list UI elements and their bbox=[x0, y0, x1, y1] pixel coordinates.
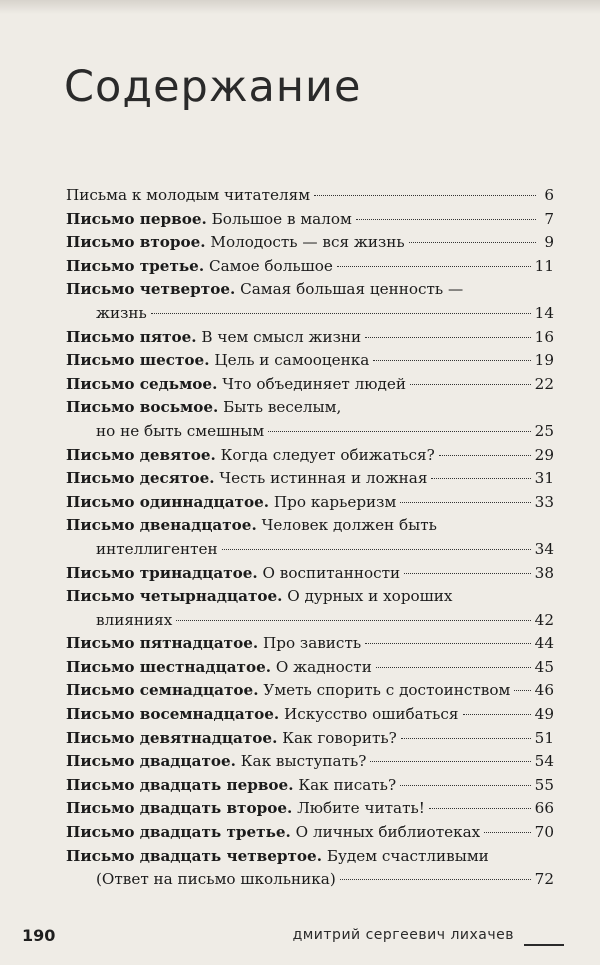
dot-leader bbox=[268, 431, 530, 432]
letter-number: Письмо третье. bbox=[66, 256, 205, 275]
toc-entry bbox=[66, 231, 554, 255]
dot-leader bbox=[400, 502, 530, 503]
toc-entry-title bbox=[66, 774, 396, 798]
toc-entry bbox=[66, 208, 554, 232]
letter-title: О жадности bbox=[271, 657, 372, 676]
toc-entry bbox=[66, 184, 554, 208]
toc-entry bbox=[66, 797, 554, 821]
toc-line bbox=[66, 396, 554, 420]
toc-entry-title bbox=[96, 302, 147, 326]
letter-title: (Ответ на письмо школьника) bbox=[96, 870, 336, 889]
dot-leader bbox=[404, 573, 531, 574]
dot-leader bbox=[340, 879, 531, 880]
letter-title: Быть веселым, bbox=[218, 398, 342, 417]
letter-title: Письма к молодым читателям bbox=[66, 186, 311, 204]
toc-entry-title bbox=[66, 208, 352, 232]
toc-entry bbox=[66, 491, 554, 515]
toc-line bbox=[66, 845, 554, 869]
toc-page-number: 14 bbox=[534, 303, 554, 322]
dot-leader bbox=[410, 384, 531, 385]
letter-number: Письмо двадцать второе. bbox=[66, 799, 293, 818]
letter-title: Человек должен быть bbox=[256, 516, 437, 535]
toc-line bbox=[66, 326, 554, 350]
toc-page-number: 6 bbox=[544, 186, 554, 204]
letter-title: но не быть смешным bbox=[96, 421, 265, 440]
toc-page-number: 22 bbox=[534, 374, 554, 393]
letter-number: Письмо двадцать первое. bbox=[66, 775, 294, 794]
toc-entry-title bbox=[66, 703, 459, 727]
toc-entry bbox=[66, 326, 554, 350]
letter-number: Письмо первое. bbox=[66, 209, 207, 228]
page-number: 190 bbox=[22, 926, 56, 945]
dot-leader bbox=[151, 313, 531, 314]
toc-entry-title bbox=[66, 373, 406, 397]
toc-entry bbox=[66, 679, 554, 703]
dot-leader bbox=[514, 690, 530, 691]
letter-title: Большое в малом bbox=[206, 209, 352, 228]
toc-entry bbox=[66, 703, 554, 727]
letter-number: Письмо четвертое. bbox=[66, 280, 236, 299]
toc-entry-title bbox=[66, 632, 361, 656]
letter-title: Про карьеризм bbox=[269, 492, 397, 511]
toc-entry bbox=[66, 255, 554, 279]
toc-entry bbox=[66, 585, 554, 632]
toc-line bbox=[66, 255, 554, 279]
toc-entry-title bbox=[66, 821, 480, 845]
letter-number: Письмо девятое. bbox=[66, 445, 216, 464]
letter-title: Цель и самооценка bbox=[209, 351, 370, 370]
toc-entry-title bbox=[66, 797, 425, 821]
toc-line bbox=[66, 491, 554, 515]
toc-entry-title bbox=[66, 326, 361, 350]
toc-entry-title bbox=[66, 396, 341, 420]
letter-title: Любите читать! bbox=[292, 799, 425, 818]
toc-entry-title bbox=[66, 679, 510, 703]
toc-page-number: 33 bbox=[534, 492, 554, 511]
letter-title: жизнь bbox=[96, 303, 147, 322]
letter-title: Уметь спорить с достоинством bbox=[258, 681, 511, 700]
dot-leader bbox=[409, 242, 536, 243]
toc-entry-title bbox=[66, 255, 333, 279]
toc-page-number: 9 bbox=[544, 233, 554, 252]
toc-entry bbox=[66, 514, 554, 561]
toc-entry bbox=[66, 467, 554, 491]
dot-leader bbox=[176, 620, 530, 621]
toc-entry bbox=[66, 727, 554, 751]
dot-leader bbox=[431, 478, 530, 479]
letter-number: Письмо шестнадцатое. bbox=[66, 657, 272, 676]
toc-page-number: 42 bbox=[534, 610, 554, 629]
running-footer-author: дмитрий сергеевич лихачев bbox=[292, 927, 514, 943]
toc-entry bbox=[66, 373, 554, 397]
toc-line bbox=[66, 373, 554, 397]
letter-title: Искусство ошибаться bbox=[279, 705, 459, 724]
toc-entry-title bbox=[66, 727, 397, 751]
letter-number: Письмо двенадцатое. bbox=[66, 516, 257, 535]
letter-title: Как писать? bbox=[293, 775, 397, 794]
toc-line bbox=[66, 679, 554, 703]
dot-leader bbox=[365, 643, 531, 644]
letter-number: Письмо тринадцатое. bbox=[66, 563, 258, 582]
toc-line bbox=[66, 514, 554, 538]
letter-title: влияниях bbox=[96, 610, 173, 629]
toc-page-number: 31 bbox=[534, 469, 554, 488]
dot-leader bbox=[356, 219, 536, 220]
letter-number: Письмо второе. bbox=[66, 233, 206, 252]
letter-title: Про зависть bbox=[258, 634, 362, 653]
toc-page-number: 38 bbox=[534, 563, 554, 582]
toc-line bbox=[66, 278, 554, 302]
letter-title: Молодость — вся жизнь bbox=[205, 233, 405, 252]
letter-number: Письмо восемнадцатое. bbox=[66, 705, 280, 724]
letter-number: Письмо шестое. bbox=[66, 351, 210, 370]
letter-number: Письмо десятое. bbox=[66, 469, 215, 488]
toc-line bbox=[66, 727, 554, 751]
page-top-edge bbox=[0, 0, 600, 14]
letter-number: Письмо одиннадцатое. bbox=[66, 492, 270, 511]
toc-entry bbox=[66, 656, 554, 680]
letter-number: Письмо четырнадцатое. bbox=[66, 587, 283, 606]
table-of-contents bbox=[66, 184, 554, 892]
toc-line-continuation bbox=[66, 609, 554, 633]
letter-title: Как выступать? bbox=[235, 752, 367, 771]
toc-entry bbox=[66, 396, 554, 443]
toc-entry-title bbox=[66, 184, 310, 208]
dot-leader bbox=[370, 761, 530, 762]
toc-line bbox=[66, 349, 554, 373]
toc-line bbox=[66, 774, 554, 798]
dot-leader bbox=[314, 195, 536, 196]
toc-entry-title bbox=[66, 585, 453, 609]
toc-line bbox=[66, 585, 554, 609]
toc-page-number: 16 bbox=[534, 327, 554, 346]
toc-line bbox=[66, 208, 554, 232]
toc-page-number: 46 bbox=[534, 681, 554, 700]
toc-page-number: 51 bbox=[534, 728, 554, 747]
toc-page-number: 55 bbox=[534, 775, 554, 794]
letter-title: Как говорить? bbox=[277, 728, 397, 747]
toc-entry-title bbox=[66, 444, 435, 468]
toc-entry-title bbox=[66, 656, 372, 680]
letter-title: О воспитанности bbox=[257, 563, 401, 582]
toc-page-number: 54 bbox=[534, 752, 554, 771]
dot-leader bbox=[463, 714, 531, 715]
letter-title: Будем счастливыми bbox=[322, 846, 489, 865]
toc-line bbox=[66, 231, 554, 255]
toc-entry-title bbox=[66, 278, 463, 302]
toc-line-continuation bbox=[66, 868, 554, 892]
toc-entry bbox=[66, 562, 554, 586]
toc-page-number: 19 bbox=[534, 351, 554, 370]
dot-leader bbox=[401, 738, 531, 739]
letter-title: интеллигентен bbox=[96, 539, 218, 558]
toc-entry-title bbox=[96, 538, 218, 562]
dot-leader bbox=[222, 549, 531, 550]
page-title: Содержание bbox=[64, 62, 362, 112]
toc-entry-title bbox=[66, 562, 400, 586]
toc-page-number: 34 bbox=[534, 539, 554, 558]
toc-line bbox=[66, 656, 554, 680]
dot-leader bbox=[400, 785, 531, 786]
toc-entry-title bbox=[66, 514, 437, 538]
letter-number: Письмо семнадцатое. bbox=[66, 681, 259, 700]
toc-line bbox=[66, 562, 554, 586]
toc-line-continuation bbox=[66, 420, 554, 444]
dot-leader bbox=[376, 667, 531, 668]
letter-title: Самая большая ценность — bbox=[235, 280, 464, 299]
letter-number: Письмо двадцать третье. bbox=[66, 823, 291, 842]
toc-line bbox=[66, 821, 554, 845]
letter-title: В чем смысл жизни bbox=[196, 327, 362, 346]
toc-entry bbox=[66, 444, 554, 468]
dot-leader bbox=[337, 266, 531, 267]
letter-title: Честь истинная и ложная bbox=[214, 469, 428, 488]
letter-number: Письмо девятнадцатое. bbox=[66, 728, 278, 747]
footer-rule bbox=[524, 944, 564, 946]
toc-entry-title bbox=[66, 845, 489, 869]
dot-leader bbox=[373, 360, 530, 361]
toc-entry bbox=[66, 750, 554, 774]
dot-leader bbox=[429, 808, 531, 809]
toc-line bbox=[66, 797, 554, 821]
toc-entry-title bbox=[66, 491, 396, 515]
toc-line bbox=[66, 467, 554, 491]
dot-leader bbox=[439, 455, 531, 456]
toc-page-number: 49 bbox=[534, 705, 554, 724]
dot-leader bbox=[365, 337, 531, 338]
toc-entry bbox=[66, 278, 554, 325]
letter-number: Письмо пятнадцатое. bbox=[66, 634, 259, 653]
letter-number: Письмо двадцатое. bbox=[66, 752, 236, 771]
toc-page-number: 44 bbox=[534, 634, 554, 653]
toc-page-number: 66 bbox=[534, 799, 554, 818]
toc-entry-title bbox=[66, 231, 405, 255]
toc-entry bbox=[66, 845, 554, 892]
toc-entry-title bbox=[96, 420, 264, 444]
letter-number: Письмо восьмое. bbox=[66, 398, 219, 417]
toc-page-number: 7 bbox=[544, 209, 554, 228]
letter-title: Когда следует обижаться? bbox=[215, 445, 435, 464]
letter-number: Письмо седьмое. bbox=[66, 374, 218, 393]
toc-entry-title bbox=[96, 609, 172, 633]
toc-line bbox=[66, 750, 554, 774]
toc-line-continuation bbox=[66, 538, 554, 562]
toc-entry bbox=[66, 632, 554, 656]
toc-page-number: 72 bbox=[534, 870, 554, 889]
toc-page-number: 29 bbox=[534, 445, 554, 464]
letter-title: О личных библиотеках bbox=[290, 823, 481, 842]
toc-line bbox=[66, 184, 554, 208]
dot-leader bbox=[484, 832, 530, 833]
letter-number: Письмо двадцать четвертое. bbox=[66, 846, 322, 865]
toc-page-number: 25 bbox=[534, 421, 554, 440]
toc-line bbox=[66, 444, 554, 468]
toc-entry-title bbox=[96, 868, 336, 892]
toc-entry-title bbox=[66, 750, 366, 774]
letter-title: О дурных и хороших bbox=[282, 587, 453, 606]
toc-entry bbox=[66, 774, 554, 798]
letter-number: Письмо пятое. bbox=[66, 327, 197, 346]
toc-line bbox=[66, 703, 554, 727]
toc-line-continuation bbox=[66, 302, 554, 326]
letter-title: Что объединяет людей bbox=[217, 374, 406, 393]
toc-page-number: 45 bbox=[534, 657, 554, 676]
toc-page-number: 70 bbox=[534, 823, 554, 842]
toc-entry bbox=[66, 821, 554, 845]
letter-title: Самое большое bbox=[204, 256, 333, 275]
toc-page-number: 11 bbox=[534, 256, 554, 275]
toc-entry-title bbox=[66, 349, 369, 373]
toc-entry-title bbox=[66, 467, 427, 491]
toc-line bbox=[66, 632, 554, 656]
toc-entry bbox=[66, 349, 554, 373]
